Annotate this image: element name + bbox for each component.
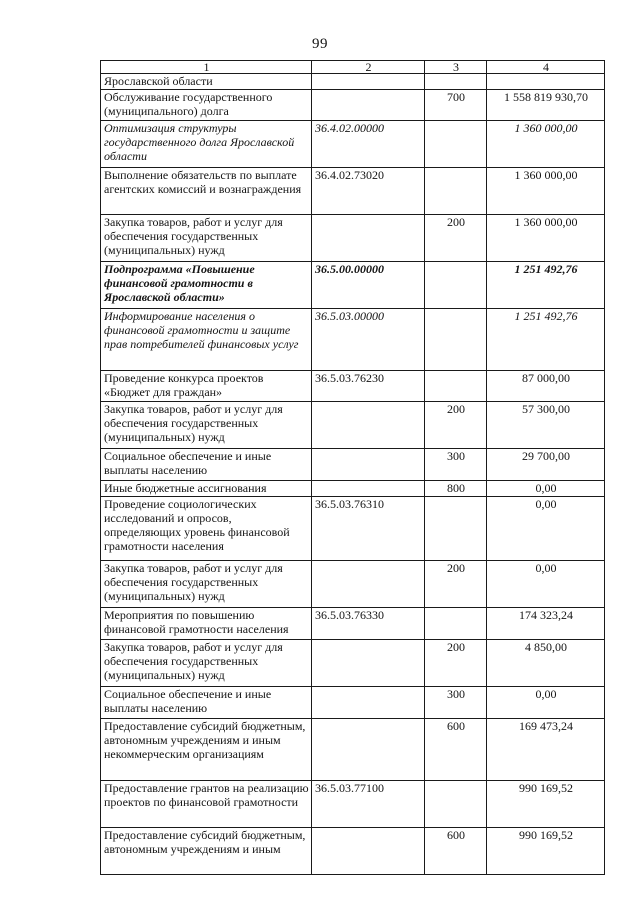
row-name-cell: Выполнение обязательств по выплате агентских комиссий и вознаграждения	[101, 168, 312, 215]
row-expense-type-cell	[425, 608, 487, 640]
row-code-cell: 36.5.03.76230	[312, 371, 425, 402]
table-row	[101, 215, 605, 262]
row-amount-cell: 0,00	[487, 687, 605, 719]
table-row	[101, 168, 605, 215]
budget-table	[100, 60, 605, 875]
table-row	[101, 262, 605, 309]
row-expense-type-cell: 200	[425, 402, 487, 449]
row-code-cell: 36.5.03.77100	[312, 781, 425, 828]
table-row	[101, 449, 605, 481]
table-row	[101, 608, 605, 640]
row-expense-type-cell	[425, 74, 487, 90]
row-expense-type-cell: 200	[425, 215, 487, 262]
table-row	[101, 828, 605, 875]
column-header-4: 4	[487, 61, 605, 74]
row-name-cell: Закупка товаров, работ и услуг для обеспечения государственных (муниципальных) нужд	[101, 402, 312, 449]
row-amount-cell: 169 473,24	[487, 719, 605, 781]
table-row	[101, 90, 605, 121]
row-amount-cell: 0,00	[487, 481, 605, 497]
row-expense-type-cell	[425, 309, 487, 371]
row-name-cell: Проведение конкурса проектов «Бюджет для граждан»	[101, 371, 312, 402]
row-amount-cell: 990 169,52	[487, 781, 605, 828]
row-amount-cell: 1 251 492,76	[487, 262, 605, 309]
row-expense-type-cell: 600	[425, 828, 487, 875]
row-amount-cell: 0,00	[487, 497, 605, 561]
row-amount-cell: 0,00	[487, 561, 605, 608]
row-expense-type-cell	[425, 262, 487, 309]
row-amount-cell: 87 000,00	[487, 371, 605, 402]
row-name-cell: Закупка товаров, работ и услуг для обеспечения государственных (муниципальных) нужд	[101, 561, 312, 608]
row-name-cell: Иные бюджетные ассигнования	[101, 481, 312, 497]
table-row	[101, 309, 605, 371]
row-code-cell	[312, 215, 425, 262]
table-row	[101, 561, 605, 608]
row-name-cell: Закупка товаров, работ и услуг для обеспечения государственных (муниципальных) нужд	[101, 640, 312, 687]
column-header-2: 2	[312, 61, 425, 74]
table-row	[101, 121, 605, 168]
row-name-cell: Обслуживание государственного (муниципального) долга	[101, 90, 312, 121]
row-amount-cell: 990 169,52	[487, 828, 605, 875]
header-row	[101, 61, 605, 74]
row-amount-cell: 1 251 492,76	[487, 309, 605, 371]
row-expense-type-cell: 200	[425, 561, 487, 608]
row-code-cell: 36.5.03.76330	[312, 608, 425, 640]
table-row	[101, 402, 605, 449]
row-amount-cell: 174 323,24	[487, 608, 605, 640]
row-amount-cell: 57 300,00	[487, 402, 605, 449]
row-amount-cell: 1 360 000,00	[487, 121, 605, 168]
row-code-cell: 36.5.03.00000	[312, 309, 425, 371]
row-amount-cell: 1 558 819 930,70	[487, 90, 605, 121]
row-expense-type-cell: 700	[425, 90, 487, 121]
table-row	[101, 781, 605, 828]
row-code-cell	[312, 719, 425, 781]
row-amount-cell	[487, 74, 605, 90]
row-expense-type-cell	[425, 168, 487, 215]
row-code-cell	[312, 687, 425, 719]
row-name-cell: Социальное обеспечение и иные выплаты населению	[101, 687, 312, 719]
column-header-3: 3	[425, 61, 487, 74]
row-name-cell: Мероприятия по повышению финансовой грамотности населения	[101, 608, 312, 640]
row-name-cell: Закупка товаров, работ и услуг для обеспечения государственных (муниципальных) нужд	[101, 215, 312, 262]
row-name-cell: Информирование населения о финансовой грамотности и защите прав потребителей финансовых услуг	[101, 309, 312, 371]
row-amount-cell: 1 360 000,00	[487, 168, 605, 215]
row-amount-cell: 4 850,00	[487, 640, 605, 687]
row-expense-type-cell: 600	[425, 719, 487, 781]
row-expense-type-cell	[425, 121, 487, 168]
table-row	[101, 497, 605, 561]
row-name-cell: Социальное обеспечение и иные выплаты населению	[101, 449, 312, 481]
row-expense-type-cell	[425, 497, 487, 561]
row-expense-type-cell: 300	[425, 449, 487, 481]
row-name-cell: Предоставление грантов на реализацию проектов по финансовой грамотности	[101, 781, 312, 828]
table-row	[101, 640, 605, 687]
row-code-cell: 36.4.02.73020	[312, 168, 425, 215]
row-code-cell	[312, 481, 425, 497]
row-code-cell	[312, 402, 425, 449]
row-amount-cell: 1 360 000,00	[487, 215, 605, 262]
row-name-cell: Подпрограмма «Повышение финансовой грамотности в Ярославской области»	[101, 262, 312, 309]
row-code-cell	[312, 74, 425, 90]
table-row	[101, 687, 605, 719]
table-body	[101, 61, 605, 875]
table-row	[101, 481, 605, 497]
row-name-cell: Оптимизация структуры государственного долга Ярославской области	[101, 121, 312, 168]
table-row	[101, 371, 605, 402]
row-expense-type-cell: 800	[425, 481, 487, 497]
table-row	[101, 74, 605, 90]
row-code-cell: 36.5.00.00000	[312, 262, 425, 309]
row-name-cell: Ярославской области	[101, 74, 312, 90]
row-code-cell	[312, 561, 425, 608]
row-expense-type-cell	[425, 781, 487, 828]
row-name-cell: Проведение социологических исследований и опросов, определяющих уровень финансовой грамотности населения	[101, 497, 312, 561]
page-number: 99	[312, 36, 328, 52]
row-code-cell	[312, 640, 425, 687]
row-name-cell: Предоставление субсидий бюджетным, автономным учреждениям и иным некоммерческим организациям	[101, 719, 312, 781]
row-code-cell	[312, 449, 425, 481]
row-amount-cell: 29 700,00	[487, 449, 605, 481]
row-code-cell: 36.5.03.76310	[312, 497, 425, 561]
row-code-cell: 36.4.02.00000	[312, 121, 425, 168]
table-row	[101, 719, 605, 781]
row-expense-type-cell	[425, 371, 487, 402]
column-header-1: 1	[101, 61, 312, 74]
row-expense-type-cell: 300	[425, 687, 487, 719]
row-code-cell	[312, 90, 425, 121]
row-code-cell	[312, 828, 425, 875]
row-name-cell: Предоставление субсидий бюджетным, автономным учреждениям и иным	[101, 828, 312, 875]
row-expense-type-cell: 200	[425, 640, 487, 687]
